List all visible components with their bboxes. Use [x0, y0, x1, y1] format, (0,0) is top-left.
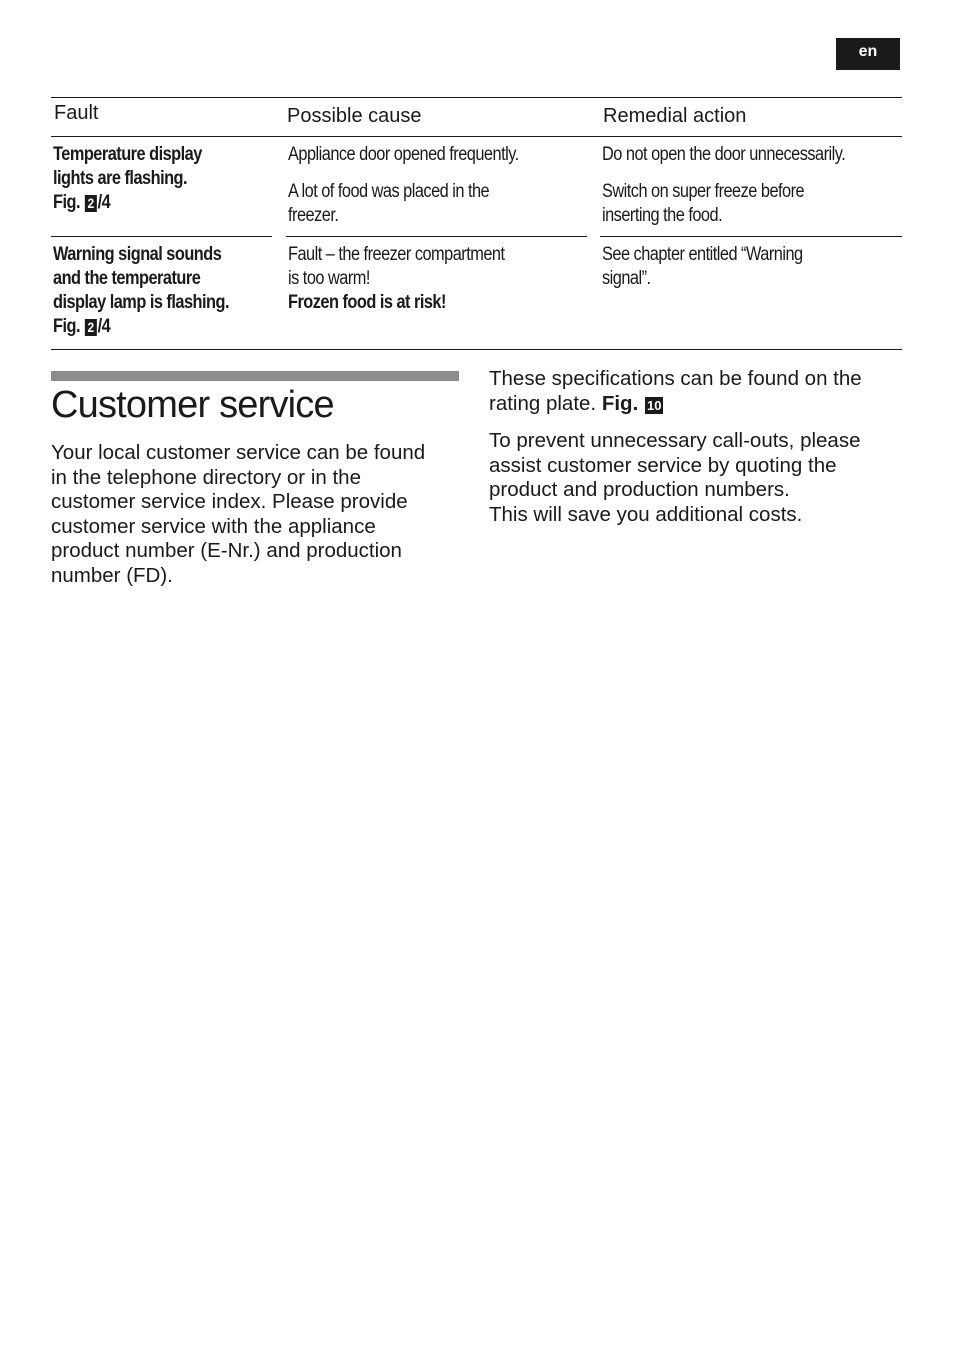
table-top-rule [51, 97, 902, 98]
action-cell-keep-door-closed: Do not open the door unnecessarily. [602, 144, 846, 165]
action-cell-super-freeze: Switch on super freeze before inserting the food. [602, 181, 805, 226]
language-badge: en [836, 38, 900, 70]
action-cell-see-chapter: See chapter entitled “Warning signal”. [602, 244, 803, 289]
risk-warning-text: Frozen food is at risk! [288, 292, 446, 313]
row-divider-cause [286, 236, 587, 237]
cause-cell-food-placed: A lot of food was placed in the freezer. [288, 181, 490, 226]
figure-ref-label: Fig. [53, 316, 80, 337]
row-divider-action [600, 236, 902, 237]
figure-number-badge: 2 [85, 319, 97, 336]
cause-cell-freezer-too-warm: Fault – the freezer compartment is too warm! Frozen food is at risk! [288, 244, 505, 313]
customer-service-intro: Your local customer service can be found in the telephone directory or in the customer service index. Please provide customer service with the appliance product number (E-Nr.) and production number (FD). [51, 441, 426, 587]
call-out-advice: To prevent unnecessary call-outs, please assist customer service by quoting the product and production numbers. This will save you additional costs. [489, 429, 861, 526]
figure-ref-label: Fig. [601, 391, 639, 415]
section-title: Customer service [51, 384, 334, 426]
figure-item-ref: /4 [97, 192, 111, 213]
section-header-bar [51, 371, 459, 381]
column-header-possible-cause: Possible cause [287, 105, 422, 127]
column-header-remedial-action: Remedial action [603, 105, 747, 127]
header-bottom-rule [51, 136, 902, 137]
figure-number-badge: 2 [85, 195, 97, 212]
fault-cell-temperature-display [53, 143, 202, 215]
fault-cell-warning-signal: Warning signal sounds and the temperature display lamp is flashing. Fig. 2 /4 [53, 244, 229, 337]
fault-text-line: lights are flashing. [53, 168, 188, 189]
rating-plate-note: These specifications can be found on the rating plate. Fig. 10 [489, 367, 862, 415]
table-bottom-rule [51, 349, 902, 350]
figure-number-badge: 10 [646, 397, 662, 413]
column-header-fault: Fault [54, 102, 99, 124]
figure-item-ref: /4 [97, 316, 111, 337]
fault-text-line: Temperature display [53, 144, 202, 165]
cause-cell-door-opened: Appliance door opened frequently. [288, 144, 519, 165]
row-divider-fault [51, 236, 272, 237]
figure-ref-label: Fig. [53, 192, 80, 213]
